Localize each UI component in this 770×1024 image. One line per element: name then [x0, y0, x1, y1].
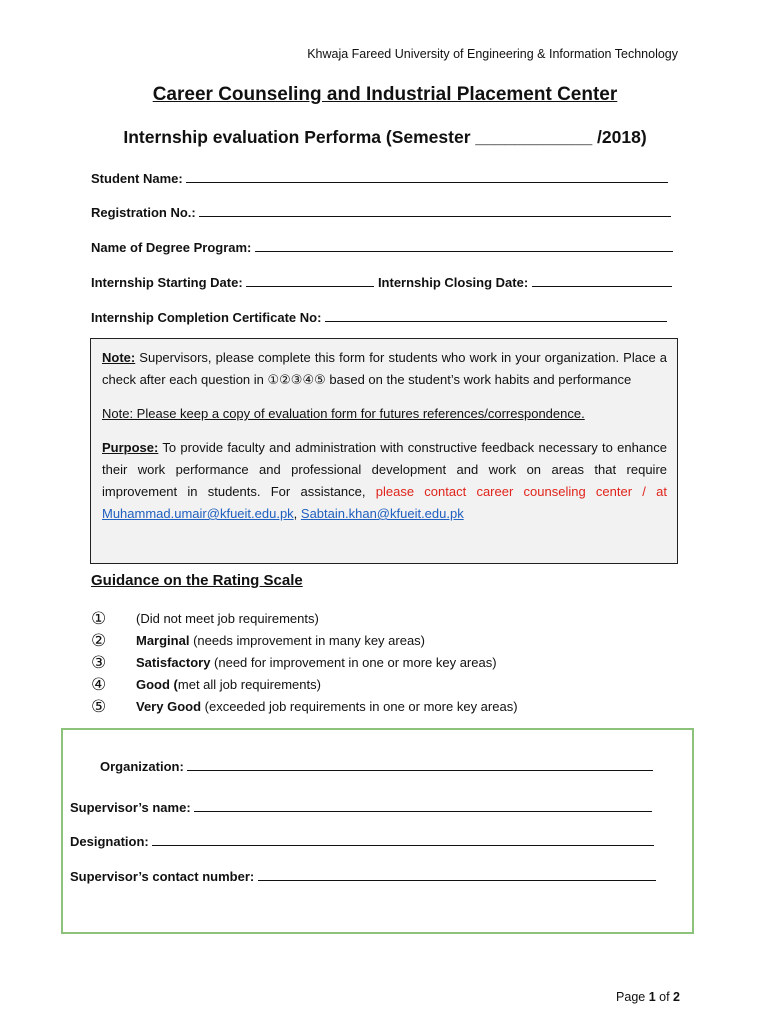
organization-line[interactable]: [187, 758, 653, 771]
supervisor-name-label: Supervisor’s name:: [70, 800, 191, 815]
rating-number: ⑤: [91, 697, 107, 716]
start-date-line[interactable]: [246, 274, 374, 287]
rating-description: Good (met all job requirements): [136, 677, 321, 692]
contact-number-label: Supervisor’s contact number:: [70, 869, 255, 884]
rating-number: ②: [91, 631, 107, 650]
supervisor-name-field[interactable]: [70, 799, 652, 815]
registration-no-field[interactable]: [91, 204, 671, 220]
degree-program-label: Name of Degree Program:: [91, 240, 252, 255]
closing-date-label: Internship Closing Date:: [377, 275, 529, 290]
page-title: Career Counseling and Industrial Placement Center: [152, 84, 618, 105]
rating-number: ④: [91, 675, 107, 694]
rating-number: ①: [91, 609, 107, 628]
university-header: Khwaja Fareed University of Engineering & Information Technology: [307, 47, 678, 61]
note-text-end: based on the student’s work habits and performance: [325, 372, 632, 387]
rating-description: (Did not meet job requirements): [136, 611, 319, 626]
copy-note: Note: Please keep a copy of evaluation form for futures references/correspondence.: [102, 406, 585, 421]
note-label: Note:: [102, 350, 136, 365]
student-name-label: Student Name:: [91, 171, 183, 186]
designation-label: Designation:: [70, 834, 149, 849]
form-subtitle: Internship evaluation Performa (Semester ____________ /2018): [123, 127, 647, 147]
rating-number: ③: [91, 653, 107, 672]
rating-description: Very Good (exceeded job requirements in one or more key areas): [136, 699, 518, 714]
certificate-no-line[interactable]: [325, 309, 667, 322]
designation-line[interactable]: [152, 833, 654, 846]
organization-field[interactable]: [100, 758, 653, 774]
purpose-text: To provide faculty and administration with constructive feedback necessary to enhance their work performance and professional development and work on areas that require improvement in students. For assistance,: [102, 440, 667, 499]
contact-number-line[interactable]: [258, 868, 656, 881]
rating-description: Marginal (needs improvement in many key areas): [136, 633, 426, 648]
purpose-label: Purpose:: [102, 440, 159, 455]
certificate-no-field[interactable]: [91, 309, 667, 325]
student-name-field[interactable]: [91, 170, 668, 186]
student-name-line[interactable]: [186, 170, 668, 183]
designation-field[interactable]: [70, 833, 654, 849]
guidance-title: Guidance on the Rating Scale: [91, 572, 303, 589]
internship-dates-field[interactable]: [91, 274, 672, 290]
email-separator: ,: [293, 506, 301, 521]
note-box: [90, 338, 678, 564]
page-number: Page 1 of 2: [616, 990, 680, 1004]
note-text: Supervisors, please complete this form for students who work in your organization. Place a check after each question in: [102, 350, 667, 387]
rating-description: Satisfactory (need for improvement in one or more key areas): [136, 655, 497, 670]
supervisor-name-line[interactable]: [194, 799, 652, 812]
organization-label: Organization:: [100, 759, 184, 774]
email-link-umair[interactable]: Muhammad.umair@kfueit.edu.pk: [102, 506, 294, 521]
contact-number-field[interactable]: [70, 868, 656, 884]
registration-no-label: Registration No.:: [91, 205, 196, 220]
purpose-paragraph: [102, 437, 667, 525]
closing-date-line[interactable]: [532, 274, 672, 287]
email-link-sabtain[interactable]: Sabtain.khan@kfueit.edu.pk: [300, 506, 464, 521]
rating-symbols: ①②③④⑤: [267, 372, 326, 387]
degree-program-line[interactable]: [255, 239, 673, 252]
start-date-label: Internship Starting Date:: [91, 275, 243, 290]
supervisor-note: [102, 347, 667, 391]
degree-program-field[interactable]: [91, 239, 673, 255]
contact-text: please contact career counseling center / at: [375, 484, 667, 499]
registration-no-line[interactable]: [199, 204, 671, 217]
certificate-no-label: Internship Completion Certificate No:: [91, 310, 322, 325]
